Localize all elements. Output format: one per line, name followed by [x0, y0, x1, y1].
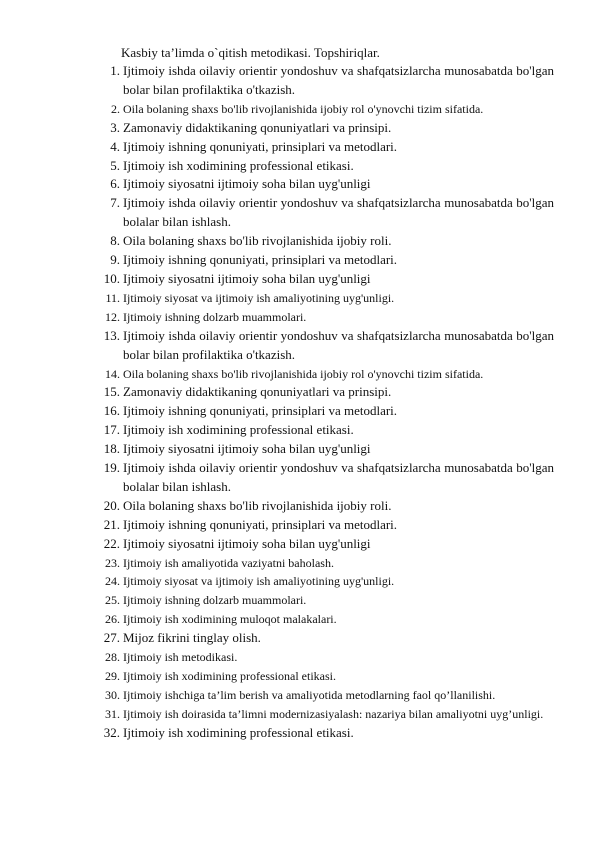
list-item-text: Ijtimoiy siyosat va ijtimoiy ish amaliyotining uyg'unligi.: [123, 574, 395, 589]
list-item-number-text: 20.: [103, 497, 120, 513]
list-item: [88, 365, 554, 384]
list-item-text: Ijtimoiy ishning dolzarb muammolari.: [123, 593, 307, 608]
list-item-number-text: 25.: [105, 593, 120, 608]
topic-list: [88, 62, 554, 743]
list-item-number-text: 26.: [105, 612, 120, 627]
list-item-text: Ijtimoiy siyosat va ijtimoiy ish amaliyotining uyg'unligi.: [123, 290, 395, 305]
list-item-number: [88, 497, 121, 516]
list-item-number-text: 24.: [105, 574, 120, 589]
list-item-number: [88, 100, 121, 119]
list-item-number: [88, 194, 121, 232]
list-item: [88, 686, 554, 705]
list-item-text: Ijtimoiy siyosatni ijtimoiy soha bilan uyg'unligi: [123, 441, 371, 457]
list-item-number-text: 19.: [103, 460, 120, 476]
list-item-number-text: 32.: [103, 724, 120, 740]
list-item-number-text: 8.: [110, 233, 120, 249]
list-item-number: [88, 610, 121, 629]
list-item-number-text: 30.: [105, 687, 120, 702]
list-item-number-text: 3.: [110, 119, 120, 135]
list-item-number: [88, 62, 121, 100]
list-item-number: [88, 251, 121, 270]
list-item-text: Ijtimoiy ish xodimining muloqot malakalari.: [123, 612, 337, 627]
list-item-text: Ijtimoiy ish xodimining professional etikasi.: [123, 669, 336, 683]
list-item-number: [88, 459, 121, 497]
list-item: [88, 270, 554, 289]
list-item-number-text: 5.: [110, 157, 120, 173]
list-item-text: Ijtimoiy ish doirasida ta’limni modernizasiyalash: nazariya bilan amaliyotni uyg’unligi.: [123, 706, 544, 721]
list-item-number: [88, 327, 121, 365]
list-item: [88, 119, 554, 138]
list-item-text: Oila bolaning shaxs bo'lib rivojlanishida ijobiy rol o'ynovchi tizim sifatida.: [123, 101, 484, 116]
list-item: [88, 327, 554, 365]
list-item: [88, 100, 554, 119]
list-item-number: [88, 308, 121, 327]
list-item-text: Mijoz fikrini tinglay olish.: [123, 630, 261, 646]
list-item-text: Ijtimoiy ishda oilaviy orientir yondoshuv va shafqatsizlarcha munosabatda bo'lgan bolar bilan profilaktika o'tkazish.: [123, 327, 554, 362]
list-item-text: Ijtimoiy ishning qonuniyati, prinsiplari va metodlari.: [123, 403, 398, 419]
list-item-number-text: 7.: [110, 195, 120, 211]
list-item: [88, 175, 554, 194]
list-item: [88, 535, 554, 554]
list-item-number: [88, 402, 121, 421]
list-item-number-text: 22.: [103, 535, 120, 551]
list-item: [88, 308, 554, 327]
list-item-number: [88, 365, 121, 384]
list-item: [88, 705, 554, 724]
list-item-number: [88, 648, 121, 667]
list-item-number-text: 23.: [105, 555, 120, 570]
list-item-number: [88, 591, 121, 610]
list-item-number: [88, 705, 121, 724]
list-item-number: [88, 119, 121, 138]
list-item-number-text: 21.: [103, 516, 120, 532]
list-item: [88, 194, 554, 232]
list-item-number: [88, 270, 121, 289]
list-item-number-text: 15.: [103, 384, 120, 400]
list-item: [88, 591, 554, 610]
list-item-text: Ijtimoiy ish xodimining professional etikasi.: [123, 724, 354, 740]
list-item-number-text: 4.: [110, 138, 120, 154]
list-item-text: Ijtimoiy ishning dolzarb muammolari.: [123, 309, 307, 324]
list-item: [88, 440, 554, 459]
list-item-number-text: 1.: [110, 63, 120, 78]
list-item-number: [88, 516, 121, 535]
list-item-text: Ijtimoiy ishda oilaviy orientir yondoshuv va shafqatsizlarcha munosabatda bo'lgan bolar bilan profilaktika o'tkazish.: [123, 63, 554, 97]
list-item: [88, 610, 554, 629]
list-item: [88, 232, 554, 251]
list-item-text: Oila bolaning shaxs bo'lib rivojlanishida ijobiy rol o'ynovchi tizim sifatida.: [123, 366, 484, 381]
list-item-number-text: 2.: [111, 101, 120, 116]
list-item: [88, 459, 554, 497]
list-item-text: Ijtimoiy ish metodikasi.: [123, 650, 238, 665]
list-item-number: [88, 535, 121, 554]
document-heading: Kasbiy ta’limda o`qitish metodikasi. Topshiriqlar.: [121, 45, 380, 60]
list-item-number-text: 16.: [103, 403, 120, 419]
list-item-text: Ijtimoiy ishda oilaviy orientir yondoshuv va shafqatsizlarcha munosabatda bo'lgan bolalar bilan ishlash.: [123, 460, 554, 494]
list-item-text: Ijtimoiy ish amaliyotida vaziyatni baholash.: [123, 555, 334, 570]
list-item: [88, 138, 554, 157]
list-item: [88, 402, 554, 421]
list-item: [88, 497, 554, 516]
list-item-number-text: 17.: [103, 422, 120, 438]
list-item: [88, 516, 554, 535]
list-item-number-text: 6.: [110, 176, 120, 192]
list-item: [88, 648, 554, 667]
list-item-text: Ijtimoiy ish xodimining professional etikasi.: [123, 422, 354, 438]
list-item: [88, 724, 554, 743]
list-item-text: Ijtimoiy siyosatni ijtimoiy soha bilan uyg'unligi: [123, 176, 371, 192]
list-item: [88, 629, 554, 648]
list-item-number-text: 9.: [110, 252, 120, 268]
list-item-text: Ijtimoiy ishchiga ta’lim berish va amaliyotida metodlarning faol qo’llanilishi.: [123, 687, 496, 702]
list-item-number-text: 11.: [105, 290, 120, 305]
list-item: [88, 421, 554, 440]
list-item-number: [88, 157, 121, 176]
list-item: [88, 572, 554, 591]
list-item: [88, 62, 554, 100]
list-item-number-text: 10.: [103, 270, 120, 286]
list-item-number-text: 18.: [103, 441, 120, 457]
list-item-number-text: 14.: [105, 366, 120, 381]
list-item-number: [88, 440, 121, 459]
list-item-number-text: 27.: [103, 630, 120, 646]
list-item-text: Ijtimoiy ish xodimining professional etikasi.: [123, 157, 354, 173]
list-item-number: [88, 138, 121, 157]
list-item-number-text: 31.: [105, 706, 120, 721]
list-item-number-text: 28.: [105, 650, 120, 665]
list-item-text: Ijtimoiy ishda oilaviy orientir yondoshuv va shafqatsizlarcha munosabatda bo'lgan bolalar bilan ishlash.: [123, 195, 554, 230]
list-item-number: [88, 686, 121, 705]
list-item: [88, 554, 554, 573]
list-item-text: Ijtimoiy ishning qonuniyati, prinsiplari va metodlari.: [123, 138, 398, 154]
list-item-number: [88, 421, 121, 440]
list-item-text: Ijtimoiy ishning qonuniyati, prinsiplari va metodlari.: [123, 252, 398, 268]
list-item-number: [88, 175, 121, 194]
list-item-number: [88, 232, 121, 251]
list-item-text: Zamonaviy didaktikaning qonuniyatlari va prinsipi.: [123, 384, 392, 400]
list-item: [88, 383, 554, 402]
list-item-number: [88, 289, 121, 308]
list-item-number: [88, 629, 121, 648]
list-item-number: [88, 554, 121, 573]
list-item: [88, 667, 554, 686]
list-item-number: [88, 724, 121, 743]
list-item-text: Ijtimoiy siyosatni ijtimoiy soha bilan uyg'unligi: [123, 270, 371, 286]
list-item-number-text: 12.: [105, 309, 120, 324]
list-item: [88, 251, 554, 270]
list-item-number: [88, 572, 121, 591]
list-item: [88, 289, 554, 308]
list-item-text: Oila bolaning shaxs bo'lib rivojlanishida ijobiy roli.: [123, 233, 392, 249]
list-item: [88, 157, 554, 176]
list-item-number: [88, 383, 121, 402]
list-item-text: Oila bolaning shaxs bo'lib rivojlanishida ijobiy roli.: [123, 497, 392, 513]
list-item-number-text: 13.: [103, 327, 120, 343]
list-item-text: Ijtimoiy siyosatni ijtimoiy soha bilan uyg'unligi: [123, 535, 371, 551]
list-item-text: Ijtimoiy ishning qonuniyati, prinsiplari va metodlari.: [123, 516, 398, 532]
list-item-text: Zamonaviy didaktikaning qonuniyatlari va prinsipi.: [123, 119, 392, 135]
list-item-number-text: 29.: [105, 669, 120, 683]
list-item-number: [88, 667, 121, 686]
